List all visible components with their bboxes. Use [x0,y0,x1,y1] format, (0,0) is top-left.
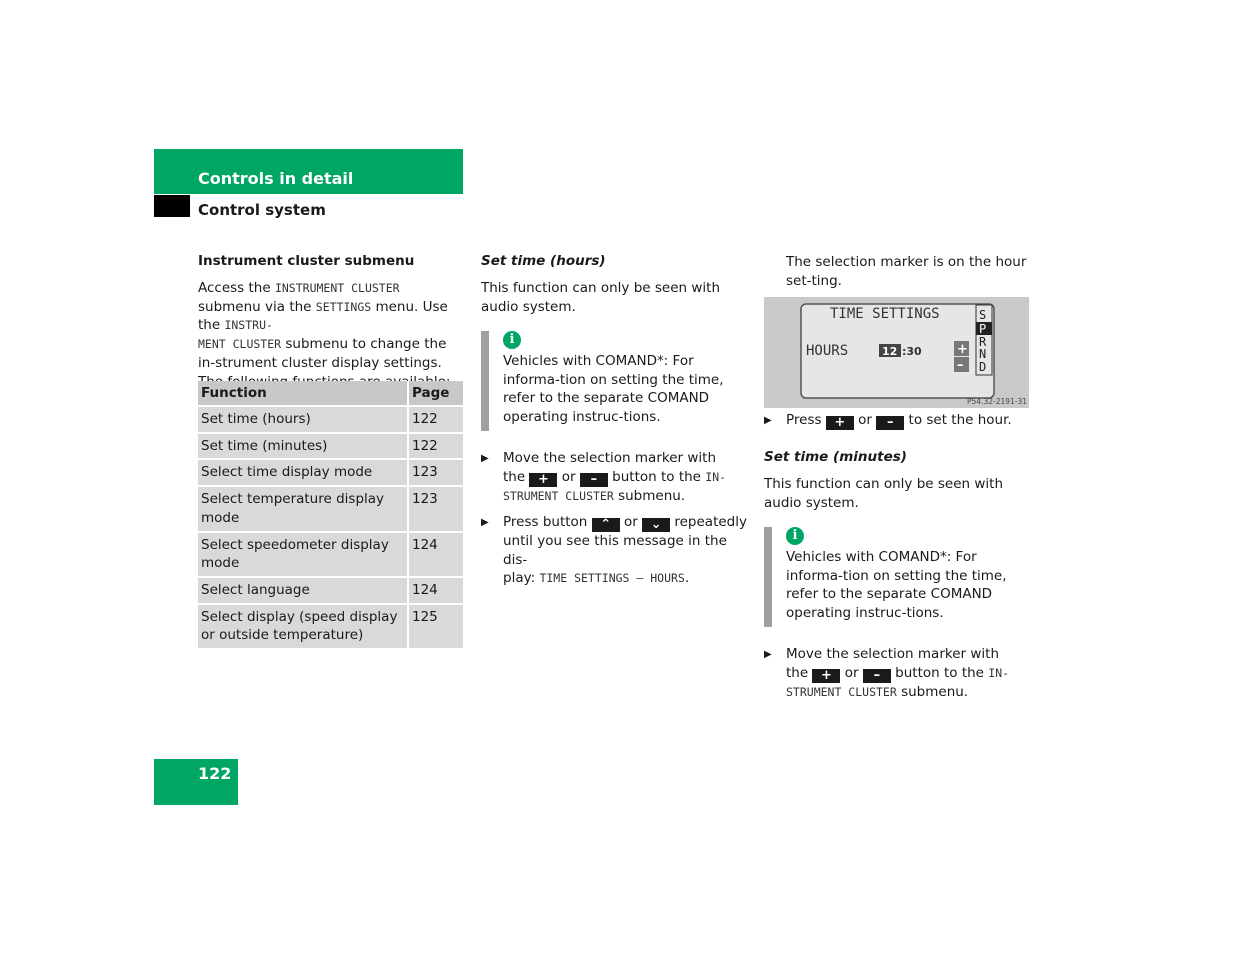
plus-button-icon: + [529,473,557,487]
info-text: Vehicles with COMAND*: For informa-tion on setting the time, refer to the separate COMAND operating instruc-tions. [503,353,724,426]
table-row [198,460,463,487]
function-cell: Set time (minutes) [198,434,407,461]
function-cell: Set time (hours) [198,407,407,434]
info-bar [481,331,489,431]
display-hours-label: HOURS [806,343,849,359]
function-cell: Select display (speed display or outside temperature) [198,605,407,650]
bullet-icon: ▶ [764,649,772,660]
step-move-marker-2: Move the selection marker with the + or – button to the IN- STRUMENT CLUSTER submenu. [786,646,1010,700]
bullet-icon: ▶ [764,415,772,426]
audio-system-note-2: This function can only be seen with audio system. [764,476,1004,511]
subsection-marker [154,195,190,217]
plus-button-icon: + [812,669,840,683]
info-box [764,527,1014,627]
gear-p: P [979,322,987,336]
page-cell: 124 [407,578,463,605]
step-move-marker: Move the selection marker with the + or – button to the IN- STRUMENT CLUSTER submenu. [503,450,727,504]
plus-button-icon: + [826,416,854,430]
intro-paragraph: Access the INSTRUMENT CLUSTER submenu via the SETTINGS menu. Use the INSTRU- MENT CLUSTER submenu to change the in-strument cluster display settings. [198,280,448,371]
functions-table [198,381,463,650]
display-minutes-value: :30 [902,345,922,358]
function-cell: Select temperature display mode [198,487,407,532]
bullet-icon: ▶ [481,517,489,528]
info-box [481,331,731,431]
minus-button-icon: – [580,473,608,487]
gear-r: R [979,335,987,349]
instrument-display-image [764,297,1029,408]
function-cell: Select time display mode [198,460,407,487]
image-reference: P54.32-2191-31 [967,397,1028,406]
display-minus-icon: – [957,358,964,373]
function-cell: Select language [198,578,407,605]
gear-n: N [979,347,987,361]
table-row [198,407,463,434]
minus-button-icon: – [876,416,904,430]
step-set-hour: Press + or – to set the hour. [786,412,1012,430]
display-title: TIME SETTINGS [830,306,940,322]
set-time-hours-heading: Set time (hours) [481,253,606,269]
page-cell: 125 [407,605,463,650]
function-cell: Select speedometer display mode [198,533,407,578]
minus-button-icon: – [863,669,891,683]
page-cell: 123 [407,487,463,532]
selection-marker-note: The selection marker is on the hour set-ting. [786,254,1027,289]
column-header-function: Function [198,381,407,407]
page-cell: 122 [407,434,463,461]
set-time-minutes-heading: Set time (minutes) [764,449,907,465]
info-text: Vehicles with COMAND*: For informa-tion on setting the time, refer to the separate COMAND operating instruc-tions. [786,549,1007,622]
display-plus-icon: + [957,342,968,357]
table-row [198,605,463,650]
page-number: 122 [198,764,232,783]
down-button-icon: ⌄ [642,518,670,532]
table-row [198,434,463,461]
display-illustration [764,297,1029,408]
page-cell: 124 [407,533,463,578]
up-button-icon: ⌃ [592,518,620,532]
gear-d: D [979,360,987,374]
page-cell: 123 [407,460,463,487]
table-header-row [198,381,463,407]
instrument-cluster-heading: Instrument cluster submenu [198,253,415,269]
table-row [198,578,463,605]
audio-system-note: This function can only be seen with audio system. [481,280,721,315]
section-title: Controls in detail [198,169,354,188]
page-cell: 122 [407,407,463,434]
info-icon: i [786,527,804,545]
info-icon: i [503,331,521,349]
display-hours-value: 12 [882,345,898,358]
bullet-icon: ▶ [481,453,489,464]
subsection-title: Control system [198,201,326,219]
page-number-box [154,759,238,805]
step-press-button: Press button ⌃ or ⌄ repeatedly until you see this message in the dis- play: TIME SETTINGS – HOURS. [503,514,747,587]
gear-s: S [979,308,987,322]
column-header-page: Page [407,381,463,407]
table-row [198,533,463,578]
info-bar [764,527,772,627]
table-row [198,487,463,532]
